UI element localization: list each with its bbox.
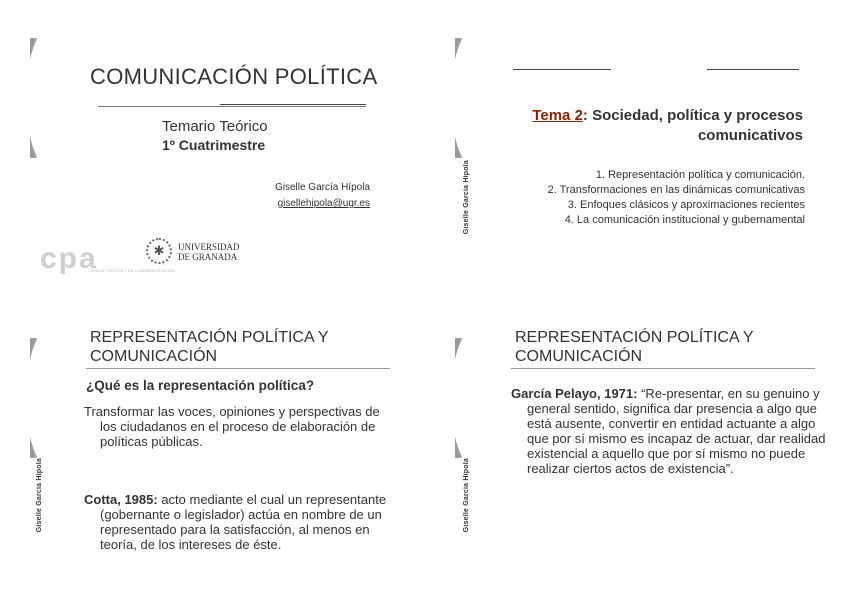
decorative-swoosh [455,338,515,458]
cpa-logo-subtitle: CIENCIA POLÍTICA Y DE LA ADMINISTRACIÓN [88,268,175,273]
divider [511,368,815,369]
slide-2 [455,20,835,290]
citation-paragraph [84,492,400,552]
definition-paragraph: Transformar las voces, opiniones y perspectivas de los ciudadanos en el proceso de elaboración de políticas públicas. [84,404,380,449]
list-item: 1. Representación política y comunicación. [595,169,805,181]
question-heading: ¿Qué es la representación política? [86,378,315,393]
university-logo-text [178,242,240,262]
vertical-author-label: Giselle García Hípola [463,160,470,235]
divider [98,106,366,107]
citation-author: García Pelayo, 1971: [511,386,638,401]
slide-title: COMUNICACIÓN POLÍTICA [90,64,378,89]
vertical-author-label: Giselle García Hípola [463,458,470,533]
list-item: 3. Enfoques clásicos y aproximaciones recientes [567,199,805,211]
slide-4 [455,320,835,590]
university-seal-icon: ✱ [146,238,172,264]
divider-left [513,69,611,70]
decorative-swoosh [30,338,90,458]
citation-author: Cotta, 1985: [84,492,158,507]
slide-title: REPRESENTACIÓN POLÍTICA Y COMUNICACIÓN [515,329,754,365]
topic-title: : Sociedad, política y procesos comunicativos [582,107,803,144]
citation-text: acto mediante el cual un representante (gobernante o legislador) actúa en nombre de un representado para la satisfacción, al menos en teoría, de los intereses de éste. [100,492,387,552]
citation-paragraph [511,386,827,476]
author-email-link[interactable]: gisellehipola@ugr.es [277,198,370,209]
topic-number: Tema 2 [532,107,583,124]
university-line-2: DE GRANADA [178,252,238,262]
slide-title: REPRESENTACIÓN POLÍTICA Y COMUNICACIÓN [90,329,329,365]
list-item: 4. La comunicación institucional y gubernamental [564,214,805,226]
decorative-swoosh [30,38,90,158]
author-name: Giselle García Hípola [274,182,370,193]
divider-right [707,69,799,70]
divider [86,368,390,369]
university-line-1: UNIVERSIDAD [178,242,240,252]
vertical-author-label: Giselle García Hípola [36,458,43,533]
cpa-logo: cpa [40,242,98,275]
topic-list [495,168,805,228]
list-item: 2. Transformaciones en las dinámicas comunicativas [547,184,805,196]
subtitle-cuatrimestre: 1º Cuatrimestre [162,137,266,153]
citation-text: “Re-presentar, en su genuino y general sentido, significa dar presencia a algo que está ausente, convertir en entidad actuante a algo que por sí mismo es incapaz de actuar, dar realidad existencial a aquello que por sí mismo no puede realizar ciertos actos de existencia”. [527,386,826,476]
divider-accent [220,104,366,105]
slide-1 [30,20,410,290]
subtitle-temario: Temario Teórico [162,118,268,135]
slide-3 [30,320,410,590]
slide-title [491,106,803,146]
